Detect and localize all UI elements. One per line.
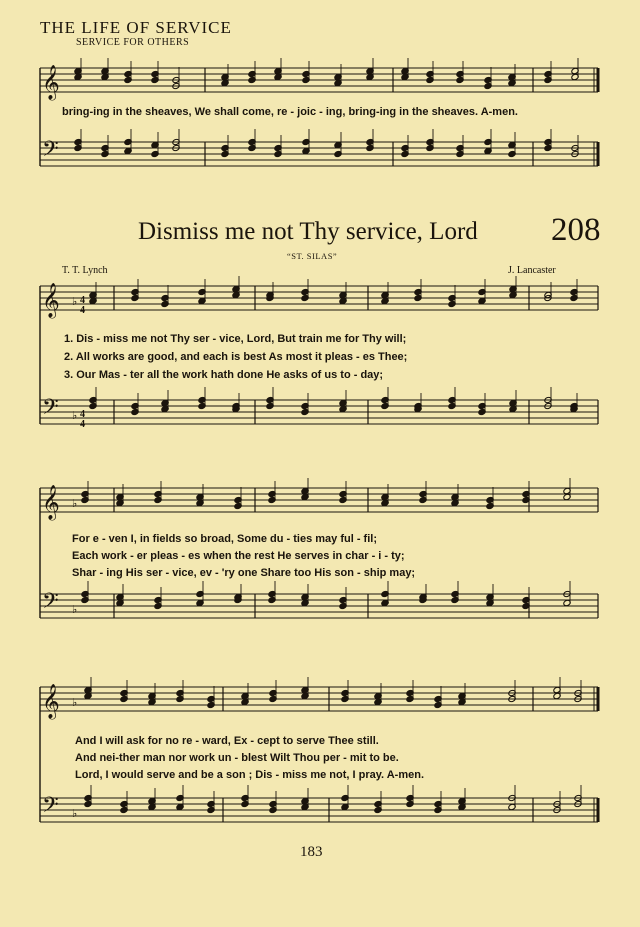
time-signature-icon: 4 — [80, 409, 85, 420]
time-signature-icon: 4 — [80, 295, 85, 306]
section-subtitle: SERVICE FOR OTHERS — [76, 37, 190, 48]
verse-1-line-1: 1. Dis - miss me not Thy ser - vice, Lord, But train me for Thy will; — [64, 333, 407, 345]
verse-3-line-2: Shar - ing His ser - vice, ev - 'ry one Share too His son - ship may; — [72, 567, 416, 579]
verse-2-line-2: Each work - er pleas - es when the rest He serves in char - i - ty; — [72, 550, 405, 562]
bass-clef-icon: 𝄢 — [42, 589, 59, 619]
key-signature-icon: ♭ — [72, 409, 78, 422]
section-title: THE LIFE OF SERVICE — [40, 18, 232, 37]
key-signature-icon: ♭ — [72, 295, 78, 308]
hymn-number: 208 — [551, 212, 601, 248]
treble-clef-icon: 𝄞 — [42, 684, 60, 719]
key-signature-icon: ♭ — [72, 807, 78, 820]
verse-1-line-3: And I will ask for no re - ward, Ex - cept to serve Thee still. — [75, 735, 379, 747]
key-signature-icon: ♭ — [72, 696, 78, 709]
verse-3-line-3: Lord, I would serve and be a son ; Dis - miss me not, I pray. A-men. — [75, 769, 425, 781]
treble-clef-icon: 𝄞 — [42, 485, 60, 520]
bass-clef-icon: 𝄢 — [42, 793, 59, 823]
bass-clef-icon: 𝄢 — [42, 137, 59, 167]
page-number: 183 — [300, 844, 323, 860]
time-signature-icon: 4 — [80, 419, 85, 430]
hymn-author: T. T. Lynch — [62, 265, 108, 276]
verse-2-line-1: 2. All works are good, and each is best As most it pleas - es Thee; — [64, 351, 408, 363]
verse-1-line-2: For e - ven I, in fields so broad, Some du - ties may ful - fil; — [72, 533, 377, 545]
treble-clef-icon: 𝄞 — [42, 65, 60, 100]
key-signature-icon: ♭ — [72, 603, 78, 616]
key-signature-icon: ♭ — [72, 497, 78, 510]
hymn-composer: J. Lancaster — [508, 265, 556, 276]
time-signature-icon: 4 — [80, 305, 85, 316]
top-system-lyric: bring-ing in the sheaves, We shall come, re - joic - ing, bring-ing in the sheaves. A-men. — [62, 106, 518, 118]
verse-2-line-3: And nei-ther man nor work un - blest Wilt Thou per - mit to be. — [75, 752, 399, 764]
verse-3-line-1: 3. Our Mas - ter all the work hath done He asks of us to - day; — [64, 369, 384, 381]
hymn-title: Dismiss me not Thy service, Lord — [138, 218, 478, 245]
treble-clef-icon: 𝄞 — [42, 283, 60, 318]
tune-name: “ST. SILAS” — [287, 251, 338, 261]
bass-clef-icon: 𝄢 — [42, 395, 59, 425]
